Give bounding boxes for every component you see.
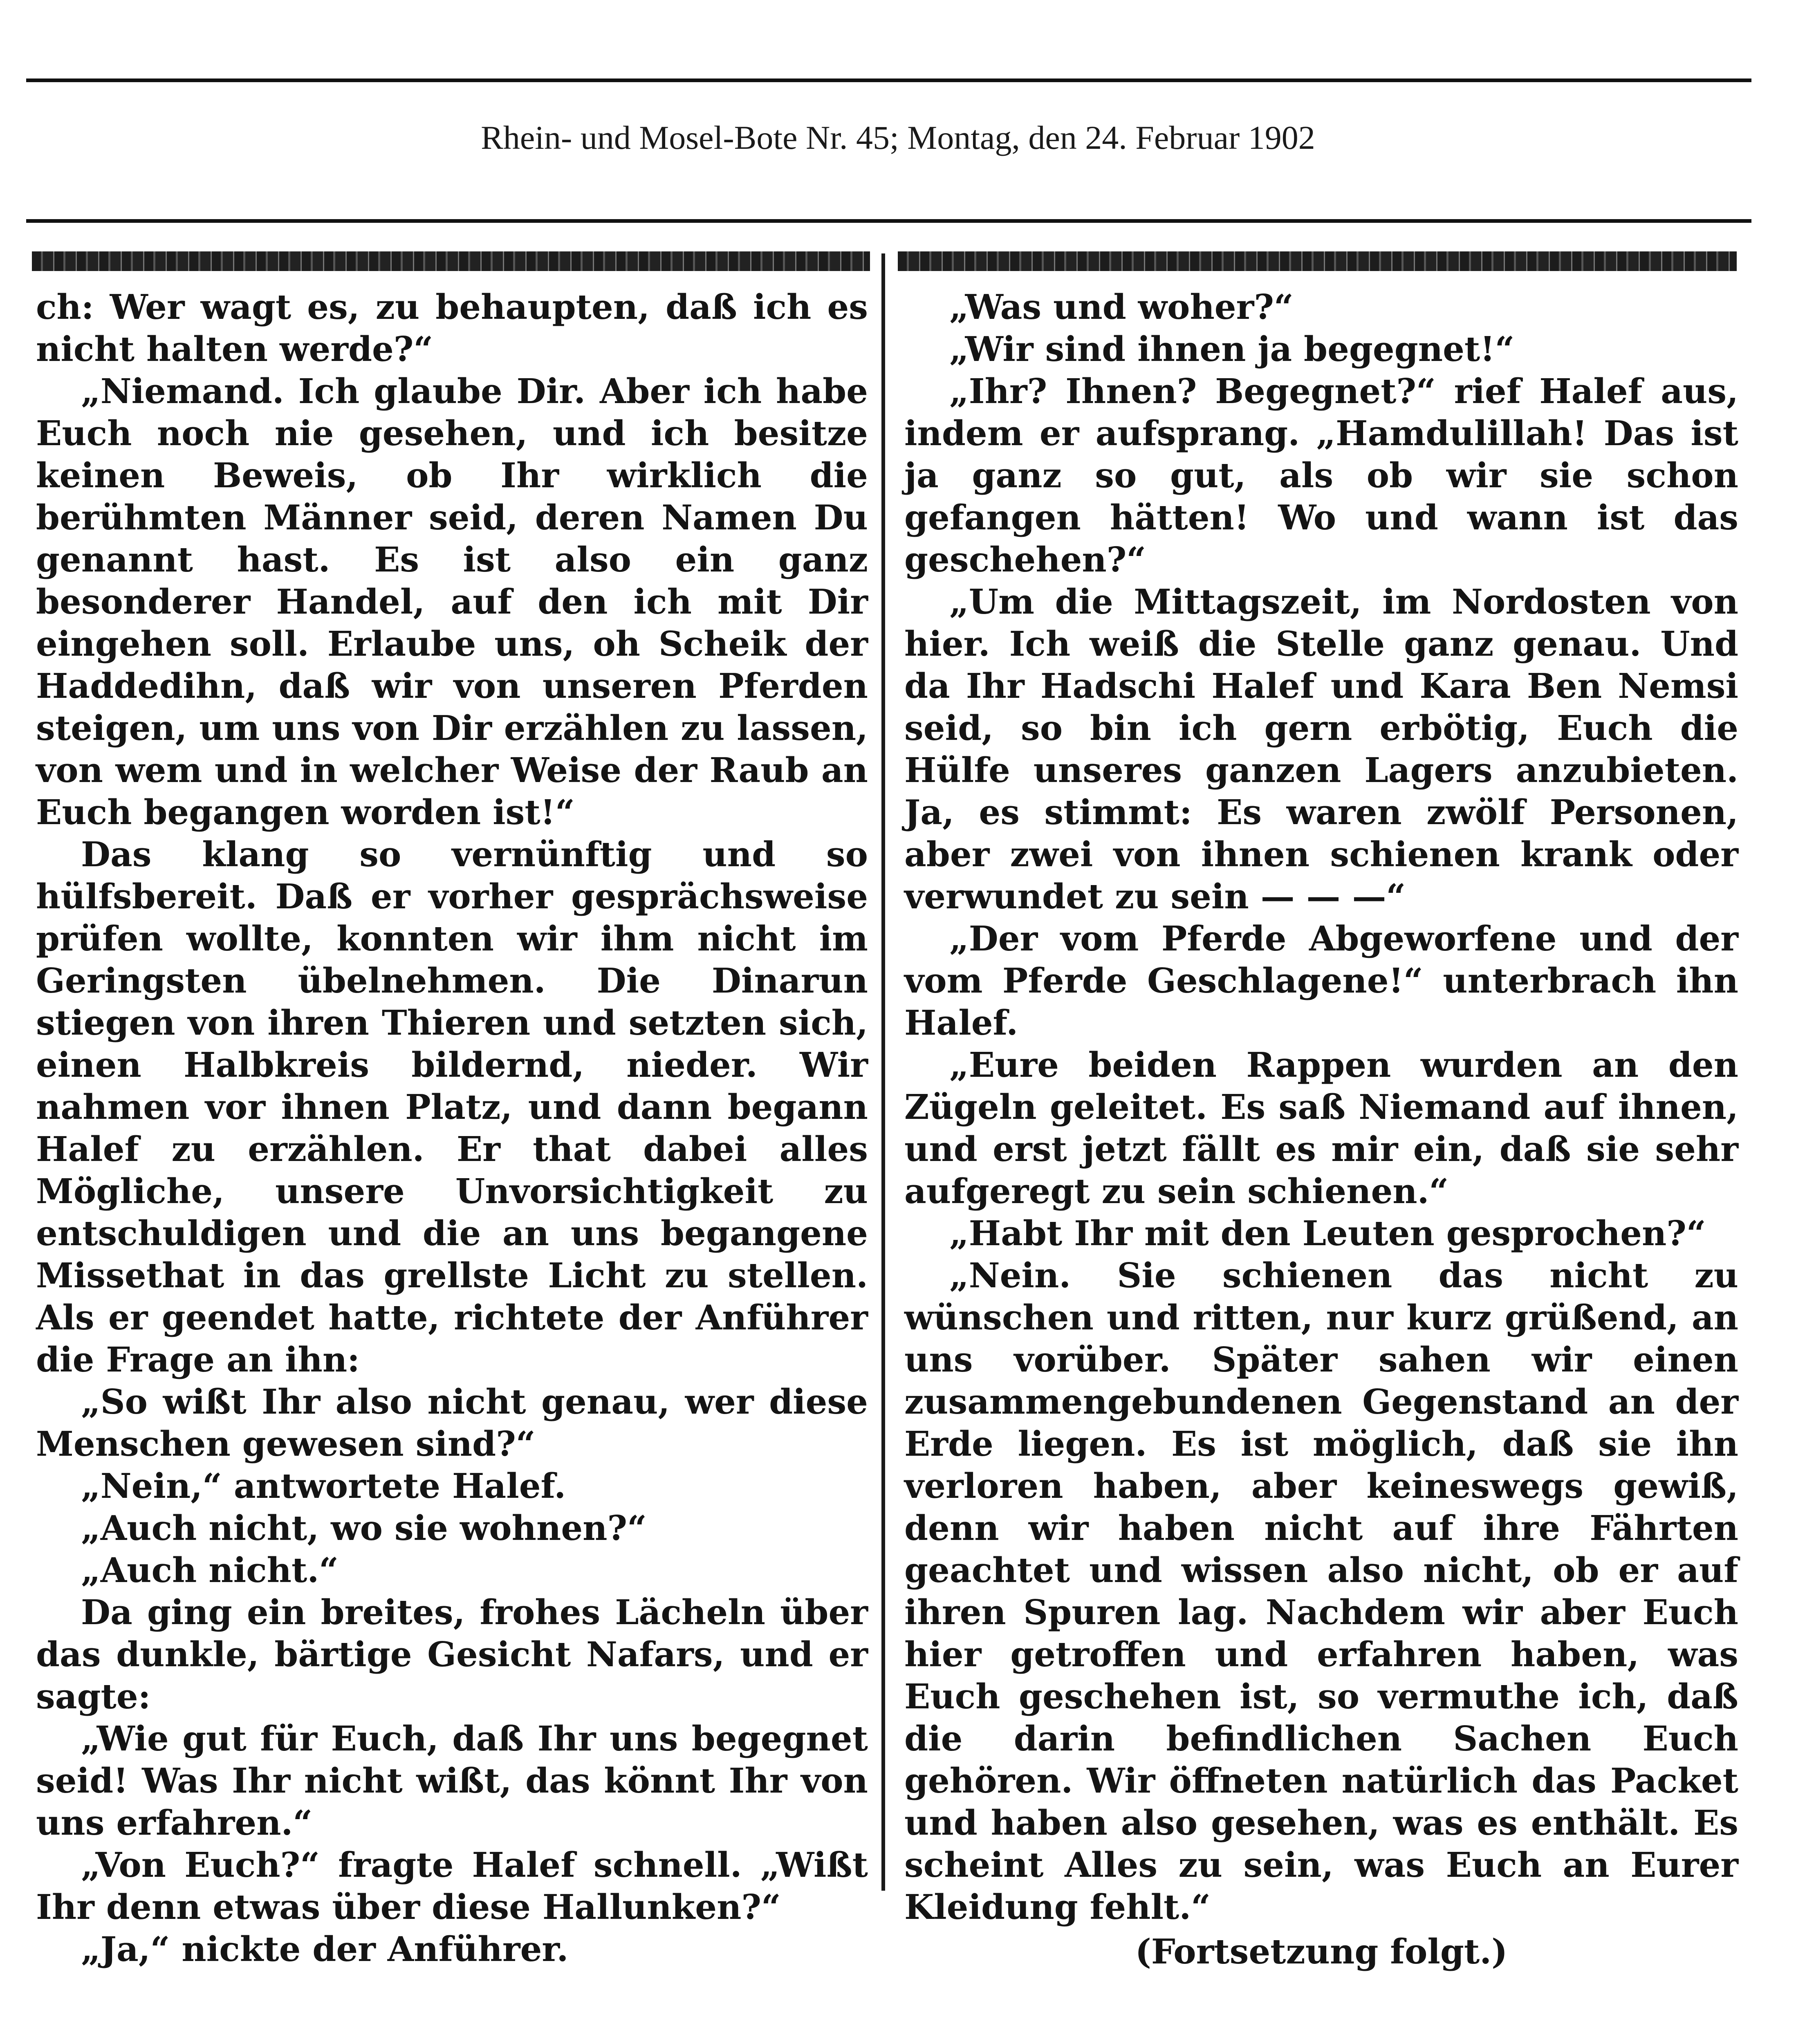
left-column-top-bar: [32, 251, 870, 271]
header-top-rule: [26, 78, 1751, 82]
paragraph: ch: Wer wagt es, zu behaupten, daß ich es nicht halten werde?“: [36, 287, 868, 369]
paragraph: „Wir sind ihnen ja begegnet!“: [949, 329, 1515, 369]
right-column-top-bar: [898, 251, 1737, 271]
paragraph: „Auch nicht.“: [81, 1550, 339, 1590]
left-column-text: [36, 286, 868, 1970]
paragraph: „Ja,“ nickte der Anführer.: [81, 1929, 569, 1969]
paragraph: „Nein,“ antwortete Halef.: [81, 1466, 566, 1506]
paragraph: „Eure beiden Rappen wurden an den Zügeln geleitet. Es saß Niemand auf ihnen, und erst jetzt fällt es mir ein, daß sie sehr aufgeregt zu sein schienen.“: [904, 1045, 1738, 1211]
header-bottom-rule: [26, 219, 1751, 223]
paragraph: „Auch nicht, wo sie wohnen?“: [81, 1508, 647, 1548]
paragraph: „Was und woher?“: [949, 287, 1294, 327]
right-column-text: [904, 286, 1738, 1973]
paragraph: „Ihr? Ihnen? Begegnet?“ rief Halef aus, indem er aufsprang. „Hamdulillah! Das ist ja ganz so gut, als ob wir sie schon gefangen hätten! Wo und wann ist das geschehen?“: [904, 371, 1738, 580]
page-header-title: Rhein- und Mosel-Bote Nr. 45; Montag, den 24. Februar 1902: [481, 119, 1315, 156]
paragraph: „Habt Ihr mit den Leuten gesprochen?“: [949, 1213, 1706, 1253]
paragraph: „Wie gut für Euch, daß Ihr uns begegnet seid! Was Ihr nicht wißt, das könnt Ihr von uns erfahren.“: [36, 1719, 868, 1843]
paragraph: „Um die Mittagszeit, im Nordosten von hier. Ich weiß die Stelle ganz genau. Und da Ihr Hadschi Halef und Kara Ben Nemsi seid, so bin ich gern erbötig, Euch die Hülfe unseres ganzen Lagers anzubieten. Ja, es stimmt: Es waren zwölf Personen, aber zwei von ihnen schienen krank oder verwundet zu sein — — —“: [904, 582, 1738, 917]
paragraph: Das klang so vernünftig und so hülfsbereit. Daß er vorher gesprächsweise prüfen wollte, konnten wir ihm nicht im Geringsten übelnehmen. Die Dinarun stiegen von ihren Thieren und setzten sich, einen Halbkreis bildernd, nieder. Wir nahmen vor ihnen Platz, und dann begann Halef zu erzählen. Er that dabei alles Mögliche, unsere Unvorsichtigkeit zu entschuldigen und die an uns begangene Missethat in das grellste Licht zu stellen. Als er geendet hatte, richtete der Anführer die Frage an ihn:: [36, 834, 868, 1380]
paragraph: „Der vom Pferde Abgeworfene und der vom Pferde Geschlagene!“ unterbrach ihn Halef.: [904, 919, 1738, 1043]
column-divider: [881, 253, 885, 1891]
paragraph: „So wißt Ihr also nicht genau, wer diese Menschen gewesen sind?“: [36, 1382, 868, 1464]
paragraph: „Niemand. Ich glaube Dir. Aber ich habe Euch noch nie gesehen, und ich besitze keinen Beweis, ob Ihr wirklich die berühmten Männer seid, deren Namen Du genannt hast. Es ist also ein ganz besonderer Handel, auf den ich mit Dir eingehen soll. Erlaube uns, oh Scheik der Haddedihn, daß wir von unseren Pferden steigen, um uns von Dir erzählen zu lassen, von wem und in welcher Weise der Raub an Euch begangen worden ist!“: [36, 371, 868, 832]
paragraph: „Nein. Sie schienen das nicht zu wünschen und ritten, nur kurz grüßend, an uns vorüber. Später sahen wir einen zusammengebundenen Gegenstand an der Erde liegen. Es ist möglich, daß sie ihn verloren haben, aber keineswegs gewiß, denn wir haben nicht auf ihre Fährten geachtet und wissen also nicht, ob er auf ihren Spuren lag. Nachdem wir aber Euch hier getroffen und erfahren haben, was Euch geschehen ist, so vermuthe ich, daß die darin befindlichen Sachen Euch gehören. Wir öffneten natürlich das Packet und haben also gesehen, was es enthält. Es scheint Alles zu sein, was Euch an Eurer Kleidung fehlt.“: [904, 1255, 1738, 1927]
continuation-note: (Fortsetzung folgt.): [1135, 1932, 1508, 1972]
paragraph: „Von Euch?“ fragte Halef schnell. „Wißt Ihr denn etwas über diese Hallunken?“: [36, 1845, 868, 1927]
paragraph: Da ging ein breites, frohes Lächeln über das dunkle, bärtige Gesicht Nafars, und er sagte:: [36, 1592, 868, 1717]
